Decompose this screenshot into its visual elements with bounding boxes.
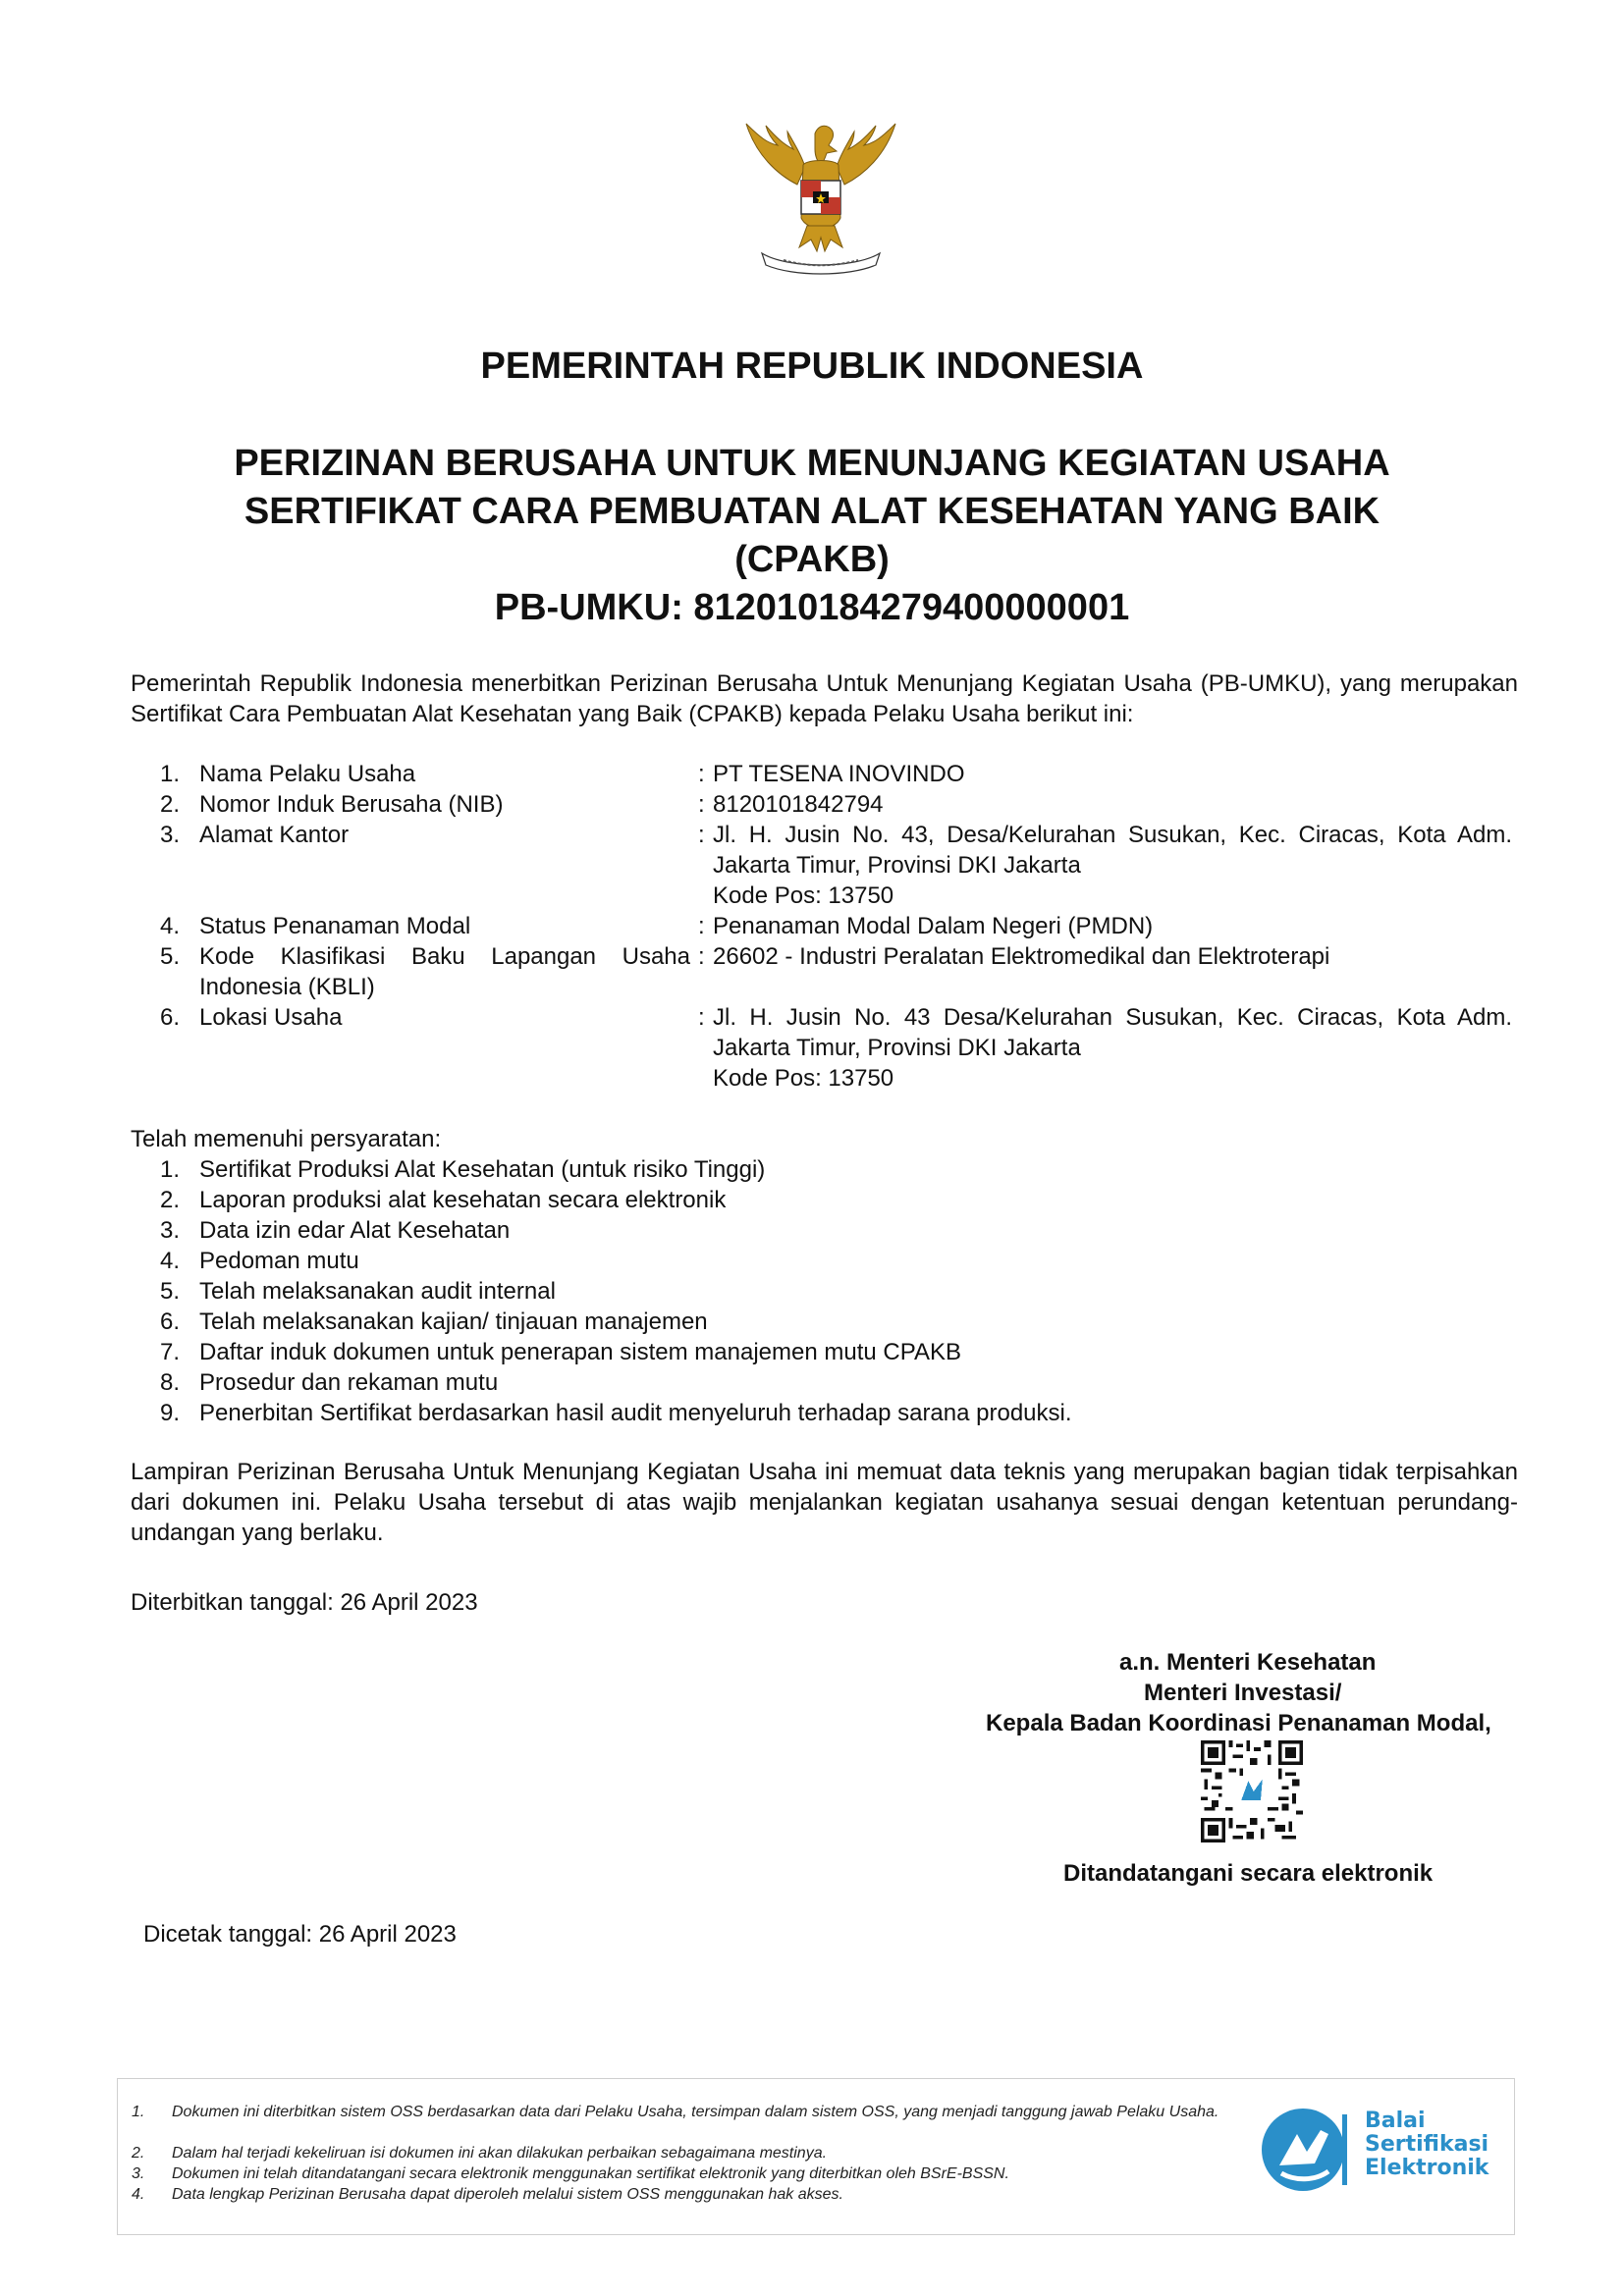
footer-note: Data lengkap Perizinan Berusaha dapat diperoleh melalui sistem OSS menggunakan hak akses. [172,2186,843,2203]
permit-number: PB-UMKU: 812010184279400000001 [494,587,1130,628]
printed-date: Dicetak tanggal: 26 April 2023 [143,1921,457,1948]
footer-note-number: 2. [132,2145,145,2162]
signature-line-2: Menteri Investasi/ [1144,1680,1342,1706]
requirement-item: Prosedur dan rekaman mutu [199,1369,499,1396]
requirement-number: 7. [159,1339,180,1365]
footer-note: Dalam hal terjadi kekeliruan isi dokumen ini akan dilakukan perbaikan sebagaimana mestinya. [172,2145,828,2162]
detail-number: 6. [159,1004,180,1031]
detail-colon: : [698,913,705,939]
bsre-logo-line-3: Elektronik [1365,2156,1489,2180]
detail-colon: : [698,822,705,848]
detail-label: Lokasi Usaha [199,1004,343,1031]
electronic-signature-note: Ditandatangani secara elektronik [1063,1860,1434,1887]
requirement-item: Daftar induk dokumen untuk penerapan sistem manajemen mutu CPAKB [199,1339,961,1365]
footer-note: Dokumen ini diterbitkan sistem OSS berdasarkan data dari Pelaku Usaha, tersimpan dalam sistem OSS, yang menjadi tanggung jawab Pelaku Usaha. [172,2104,1219,2120]
detail-colon: : [698,791,705,818]
intro-paragraph: Pemerintah Republik Indonesia menerbitkan Perizinan Berusaha Untuk Menunjang Kegiatan Usaha (PB-UMKU), yang merupakan Sertifikat Cara Pembuatan Alat Kesehatan yang Baik (CPAKB) kepada Pelaku Usaha berikut ini: [131,670,1518,727]
footer-note-number: 4. [132,2186,145,2203]
requirement-item: Telah melaksanakan kajian/ tinjauan manajemen [199,1308,708,1335]
signature-line-3: Kepala Badan Koordinasi Penanaman Modal, [986,1710,1491,1736]
requirement-number: 5. [159,1278,180,1305]
qr-code-icon [1201,1740,1303,1842]
detail-value: 8120101842794 [713,791,884,818]
footer-note-number: 3. [132,2165,145,2182]
detail-number: 1. [159,761,180,787]
detail-colon: : [698,761,705,787]
requirements-heading: Telah memenuhi persyaratan: [131,1126,442,1152]
detail-colon: : [698,1004,705,1031]
bsre-logo-icon [1260,2105,1350,2195]
requirement-item: Data izin edar Alat Kesehatan [199,1217,511,1244]
permit-title-line-1: PERIZINAN BERUSAHA UNTUK MENUNJANG KEGIATAN USAHA [234,443,1390,484]
permit-title [0,440,1624,632]
detail-value: 26602 - Industri Peralatan Elektromedikal dan Elektroterapi [713,943,1330,970]
detail-label: Status Penanaman Modal [199,913,471,939]
government-title: PEMERINTAH REPUBLIK INDONESIA [480,346,1144,387]
signature-line-1: a.n. Menteri Kesehatan [1119,1649,1377,1676]
permit-title-line-3: (CPAKB) [734,539,890,580]
detail-label: Nomor Induk Berusaha (NIB) [199,791,504,818]
detail-number: 4. [159,913,180,939]
footer-note-number: 1. [132,2104,145,2120]
requirement-number: 4. [159,1248,180,1274]
requirement-number: 9. [159,1400,180,1426]
requirement-item: Pedoman mutu [199,1248,359,1274]
garuda-emblem-icon [738,116,903,278]
requirement-item: Telah melaksanakan audit internal [199,1278,556,1305]
closing-paragraph: Lampiran Perizinan Berusaha Untuk Menunjang Kegiatan Usaha ini memuat data teknis yang merupakan bagian tidak terpisahkan dari dokumen ini. Pelaku Usaha tersebut di atas wajib menjalankan kegiatan usahanya sesuai dengan ketentuan perundang-undangan yang berlaku. [131,1459,1518,1546]
detail-number: 5. [159,943,180,970]
detail-value: Jl. H. Jusin No. 43 Desa/Kelurahan Susukan, Kec. Ciracas, Kota Adm. Jakarta Timur, Provinsi DKI Jakarta Kode Pos: 13750 [713,1004,1512,1092]
detail-number: 3. [159,822,180,848]
detail-label: Nama Pelaku Usaha [199,761,416,787]
detail-label: Alamat Kantor [199,822,350,848]
bsre-logo-line-2: Sertifikasi [1365,2132,1489,2157]
detail-colon: : [698,943,705,970]
bsre-logo-line-1: Balai [1365,2109,1426,2133]
detail-value: Penanaman Modal Dalam Negeri (PMDN) [713,913,1154,939]
requirement-item: Penerbitan Sertifikat berdasarkan hasil audit menyeluruh terhadap sarana produksi. [199,1400,1072,1426]
detail-value: Jl. H. Jusin No. 43, Desa/Kelurahan Susukan, Kec. Ciracas, Kota Adm. Jakarta Timur, Provinsi DKI Jakarta Kode Pos: 13750 [713,822,1512,909]
issued-date: Diterbitkan tanggal: 26 April 2023 [131,1589,478,1616]
requirement-item: Sertifikat Produksi Alat Kesehatan (untuk risiko Tinggi) [199,1156,766,1183]
permit-title-line-2: SERTIFIKAT CARA PEMBUATAN ALAT KESEHATAN YANG BAIK [244,491,1380,532]
footer-note: Dokumen ini telah ditandatangani secara elektronik menggunakan sertifikat elektronik yang diterbitkan oleh BSrE-BSSN. [172,2165,1009,2182]
footer-notes-box [117,2078,1515,2235]
requirement-number: 8. [159,1369,180,1396]
detail-label: Kode Klasifikasi Baku Lapangan Usaha Indonesia (KBLI) [199,943,690,1000]
detail-value: PT TESENA INOVINDO [713,761,965,787]
detail-number: 2. [159,791,180,818]
requirement-number: 3. [159,1217,180,1244]
requirement-item: Laporan produksi alat kesehatan secara elektronik [199,1187,727,1213]
requirement-number: 2. [159,1187,180,1213]
requirement-number: 1. [159,1156,180,1183]
requirement-number: 6. [159,1308,180,1335]
